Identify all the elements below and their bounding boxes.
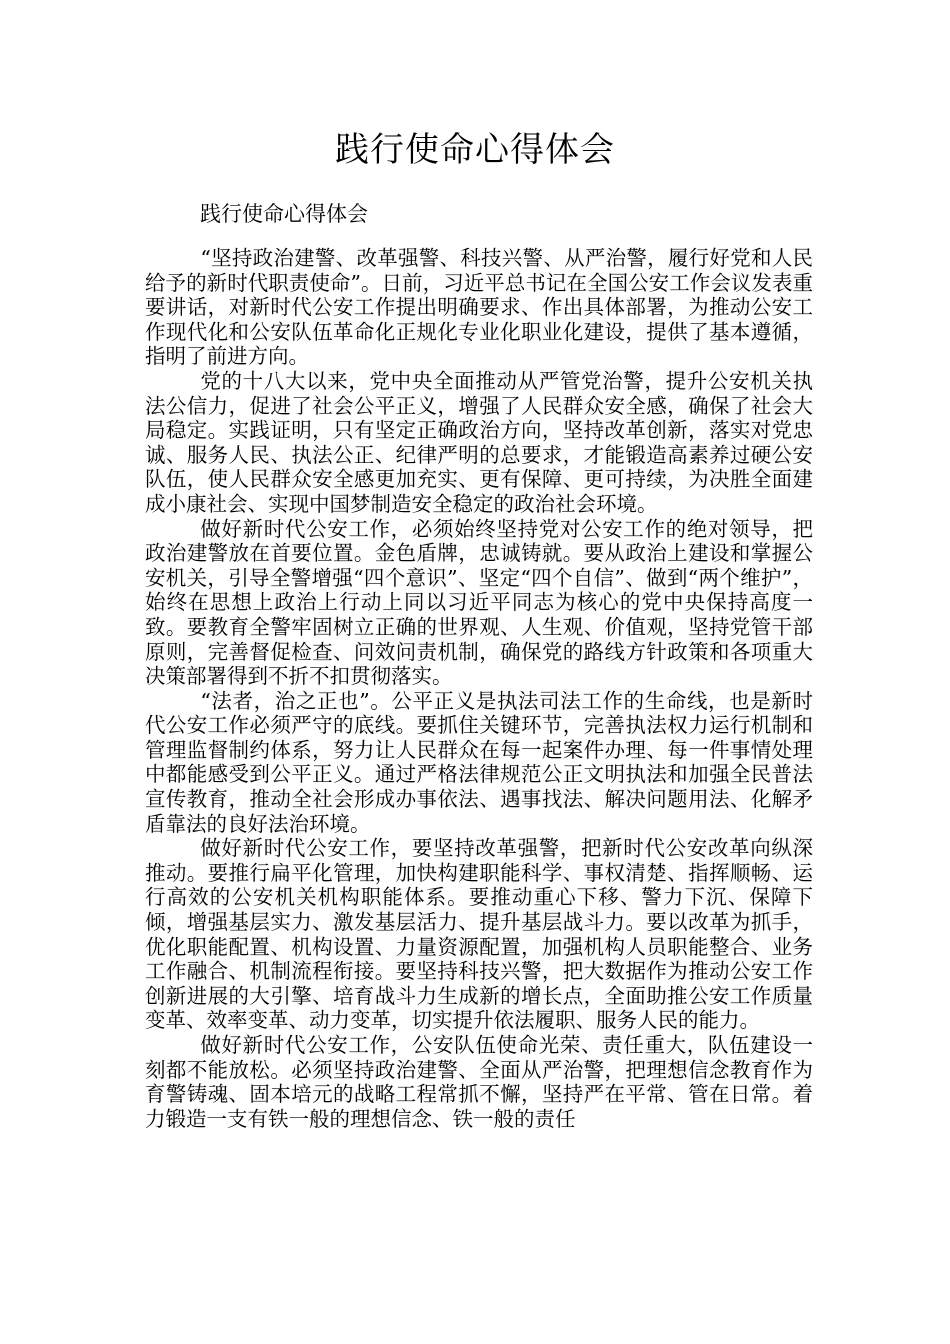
paragraph: 做好新时代公安工作，要坚持改革强警，把新时代公安改革向纵深推动。要推行扁平化管理，加快构建职能科学、事权清楚、指挥顺畅、运行高效的公安机关机构职能体系。要推动重心下移、警力下沉、保障下倾，增强基层实力、激发基层活力、提升基层战斗力。要以改革为抓手，优化职能配置、机构设置、力量资源配置，加强机构人员职能整合、业务工作融合、机制流程衔接。要坚持科技兴警，把大数据作为推动公安工作创新进展的大引擎、培育战斗力生成新的增长点，全面助推公安工作质量变革、效率变革、动力变革，切实提升依法履职、服务人民的能力。: [145, 836, 813, 1033]
paragraph: 党的十八大以来，党中央全面推动从严管党治警，提升公安机关执法公信力，促进了社会公平正义，增强了人民群众安全感，确保了社会大局稳定。实践证明，只有坚定正确政治方向，坚持改革创新，落实对党忠诚、服务人民、执法公正、纪律严明的总要求，才能锻造高素养过硬公安队伍，使人民群众安全感更加充实、更有保障、更可持续，为决胜全面建成小康社会、实现中国梦制造安全稳定的政治社会环境。: [145, 368, 813, 516]
document-body: [145, 246, 813, 1131]
paragraph: 做好新时代公安工作，公安队伍使命光荣、责任重大，队伍建设一刻都不能放松。必须坚持政治建警、全面从严治警，把理想信念教育作为育警铸魂、固本培元的战略工程常抓不懈，坚持严在平常、管在日常。着力锻造一支有铁一般的理想信念、铁一般的责任: [145, 1033, 813, 1131]
paragraph: “坚持政治建警、改革强警、科技兴警、从严治警，履行好党和人民给予的新时代职责使命”。日前，习近平总书记在全国公安工作会议发表重要讲话，对新时代公安工作提出明确要求、作出具体部署，为推动公安工作现代化和公安队伍革命化正规化专业化职业化建设，提供了基本遵循，指明了前进方向。: [145, 246, 813, 369]
paragraph: 做好新时代公安工作，必须始终坚持党对公安工作的绝对领导，把政治建警放在首要位置。金色盾牌，忠诚铸就。要从政治上建设和掌握公安机关，引导全警增强“四个意识”、坚定“四个自信”、做到“两个维护”，始终在思想上政治上行动上同以习近平同志为核心的党中央保持高度一致。要教育全警牢固树立正确的世界观、人生观、价值观，坚持党管干部原则，完善督促检查、问效问责机制，确保党的路线方针政策和各项重大决策部署得到不折不扣贯彻落实。: [145, 516, 813, 689]
paragraph: “法者，治之正也”。公平正义是执法司法工作的生命线，也是新时代公安工作必须严守的底线。要抓住关键环节，完善执法权力运行机制和管理监督制约体系，努力让人民群众在每一起案件办理、每一件事情处理中都能感受到公平正义。通过严格法律规范公正文明执法和加强全民普法宣传教育，推动全社会形成办事依法、遇事找法、解决问题用法、化解矛盾靠法的良好法治环境。: [145, 688, 813, 836]
document-subtitle: 践行使命心得体会: [200, 202, 368, 226]
document-title: 践行使命心得体会: [335, 130, 615, 170]
